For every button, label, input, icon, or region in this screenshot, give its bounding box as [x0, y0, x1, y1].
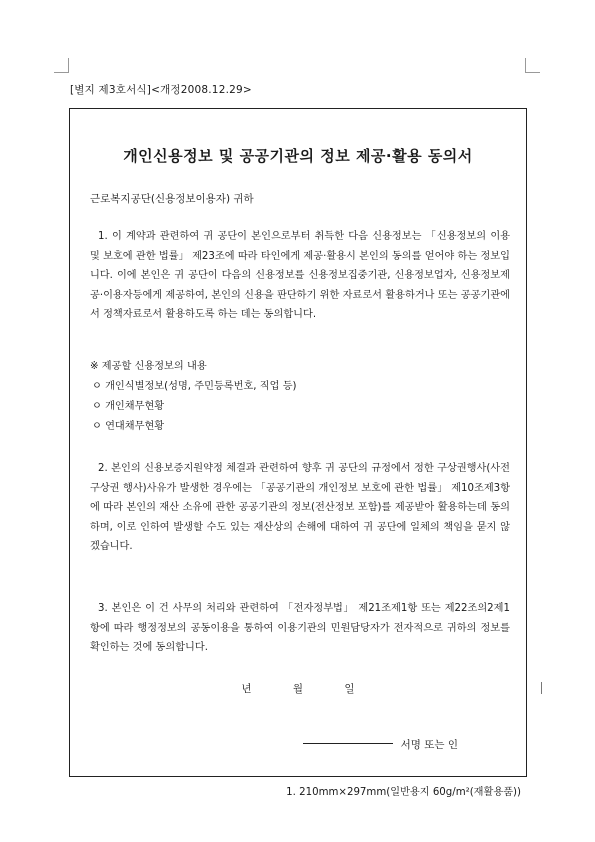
document-title: 개인신용정보 및 공공기관의 정보 제공·활용 동의서 — [123, 147, 473, 165]
corner-mark-top-right — [525, 58, 540, 73]
year-label: 년 — [241, 683, 252, 695]
list-item: ㅇ 개인식별정보(성명, 주민등록번호, 직업 등) — [92, 381, 297, 392]
paragraph-3-text: 3. 본인은 이 건 사무의 처리와 관련하여 「전자정부법」 제21조제1항 또는 제22조의2제1항에 따라 행정정보의 공동이용을 통하여 이용기관의 민원담당자가 전자적으로 귀하의 정보를 확인하는 것에 동의합니다. — [90, 603, 510, 653]
month-label: 월 — [292, 683, 304, 695]
day-label: 일 — [344, 683, 355, 695]
provided-info-list — [90, 357, 297, 437]
paragraph-1-text: 1. 이 계약과 관련하여 귀 공단이 본인으로부터 취득한 다음 신용정보는 「신용정보의 이용 및 보호에 관한 법률」 제23조에 따라 타인에게 제공·활용시 본인의 동의를 얻어야 하는 정보입니다. 이에 본인은 귀 공단이 다음의 신용정보를 신용정보집중기관, 신용정보업자, 신용정보제공·이용자등에게 제공하여, 본인의 신용을 판단하기 위한 자료로서 활용하거나 또는 공공기관에서 정책자료로서 활용하도록 하는 데는 동의합니다. — [90, 231, 510, 320]
corner-mark-top-left — [54, 58, 69, 73]
signature-blank[interactable] — [303, 743, 393, 744]
consent-form-box — [69, 108, 527, 777]
paper-spec: 1. 210mm×297mm(일반용지 60g/m²(재활용품)) — [286, 787, 521, 798]
signature-label: 서명 또는 인 — [400, 739, 458, 751]
list-item: ㅇ 연대채무현황 — [92, 421, 165, 432]
paragraph-1 — [90, 227, 510, 325]
form-label: [별지 제3호서식]<개정2008.12.29> — [70, 84, 252, 96]
paragraph-3 — [90, 599, 510, 658]
date-line — [70, 681, 526, 696]
list-item: ㅇ 개인채무현황 — [92, 401, 165, 412]
margin-tick — [541, 682, 542, 694]
paragraph-2-text: 2. 본인의 신용보증지원약정 체결과 관련하여 향후 귀 공단의 규정에서 정한 구상권행사(사전구상권 행사)사유가 발생한 경우에는 「공공기관의 개인정보 보호에 관한 법률」 제10조제3항에 따라 본인의 재산 소유에 관한 공공기관의 정보(전산정보 포함)를 제공받아 활용하는데 동의하며, 이로 인하여 발생할 수도 있는 재산상의 손해에 대하여 귀 공단에 일체의 책임을 묻지 않겠습니다. — [90, 463, 510, 552]
provided-info-heading: ※ 제공할 신용정보의 내용 — [90, 361, 207, 372]
signature-line — [303, 737, 458, 752]
paragraph-2 — [90, 459, 510, 557]
recipient-line: 근로복지공단(신용정보이용자) 귀하 — [90, 193, 254, 205]
